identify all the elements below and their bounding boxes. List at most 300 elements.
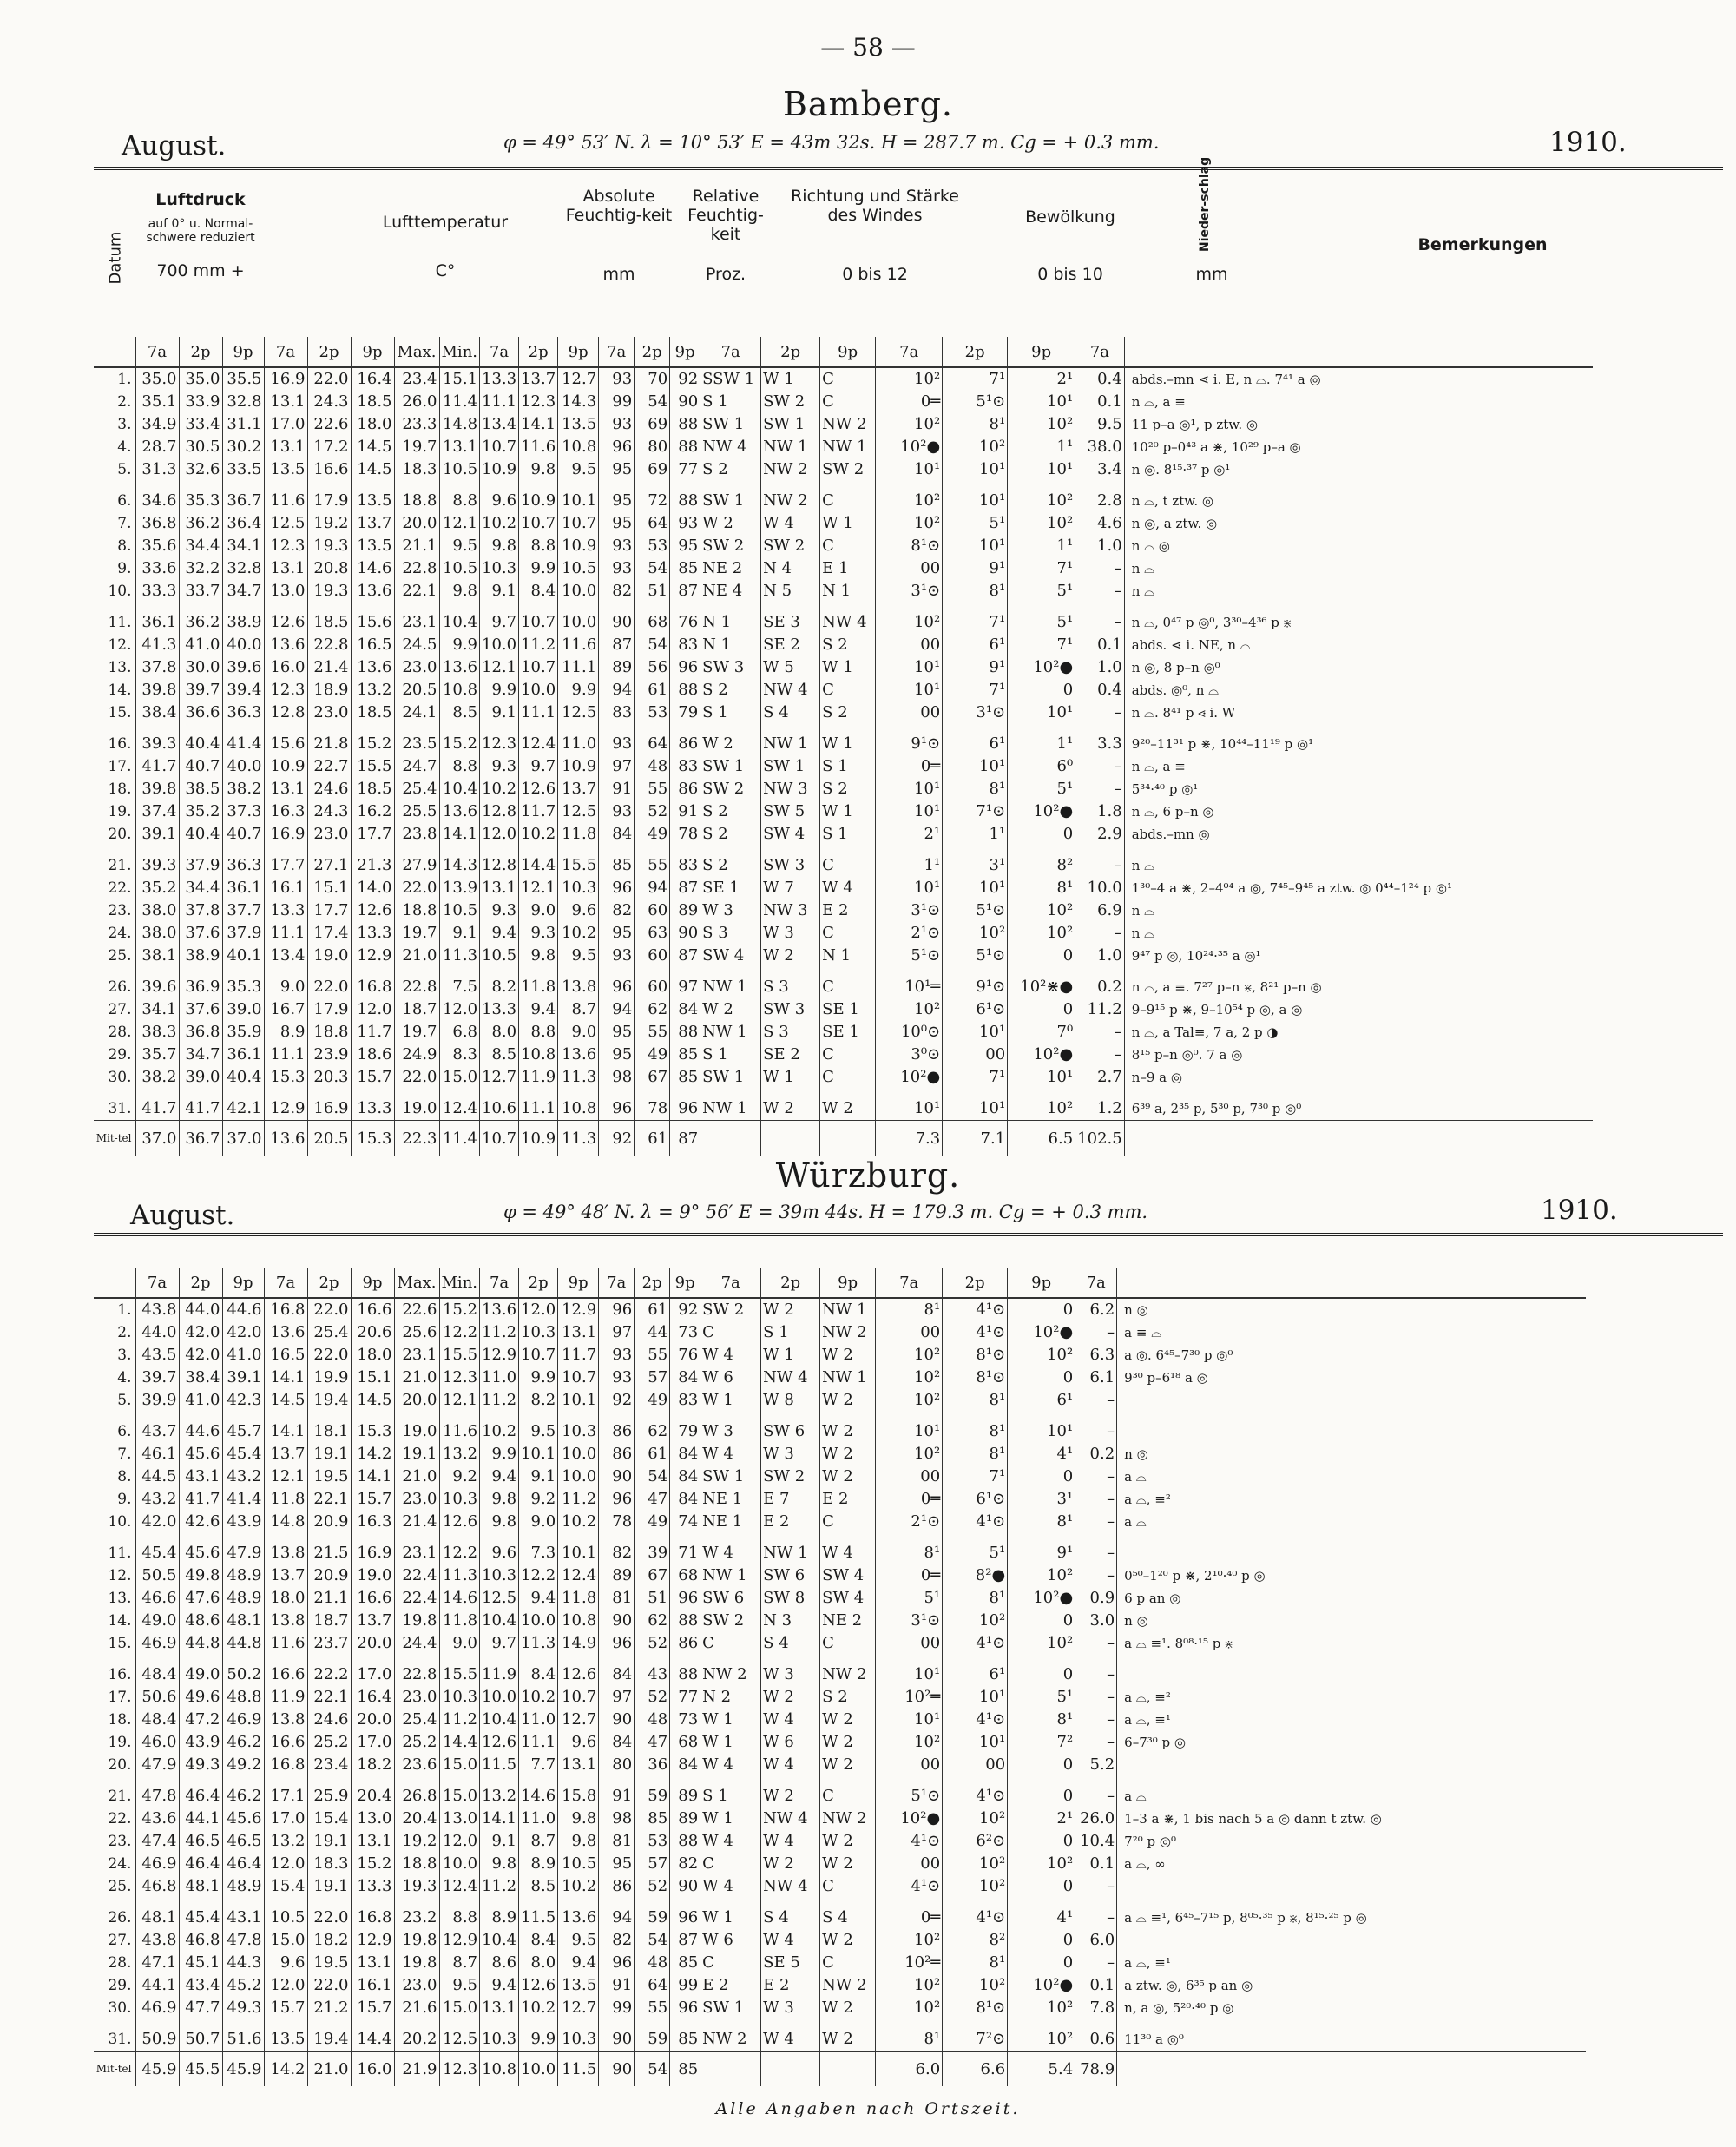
cell-tmax: 18.8	[394, 899, 439, 922]
cell-w2: W 4	[761, 1754, 820, 1785]
cell-b2: 4¹⊙	[943, 1907, 1008, 1929]
cell-t7: 9.6	[264, 1952, 307, 1974]
cell-rem: n, a ◎, 5²⁰·⁴⁰ p ◎	[1117, 1997, 1586, 2028]
cell-b9: 1¹	[1008, 535, 1075, 557]
cell-t7: 18.0	[264, 1587, 307, 1610]
cell-a2: 9.9	[519, 1367, 558, 1389]
mean-a2: 10.9	[519, 1121, 558, 1156]
cell-nied: 7.8	[1075, 1997, 1117, 2028]
cell-tmin: 8.5	[439, 701, 480, 733]
cell-tmin: 11.2	[439, 1709, 480, 1731]
cell-a9: 12.7	[558, 1709, 599, 1731]
cell-t2: 18.1	[307, 1420, 351, 1443]
cell-p9: 38.2	[222, 778, 264, 800]
cell-p7: 39.3	[135, 854, 179, 877]
cell-a7: 9.8	[480, 1488, 519, 1511]
cell-p2: 30.5	[179, 436, 222, 458]
cell-tmax: 25.6	[394, 1321, 439, 1344]
cell-p9: 48.9	[222, 1875, 264, 1907]
subheader-t9: 9p	[351, 337, 394, 367]
header-luftdruck-unit: 700 mm +	[156, 261, 245, 280]
cell-t7: 16.1	[264, 877, 307, 899]
cell-r2: 61	[635, 679, 670, 701]
cell-r9: 73	[670, 1709, 700, 1731]
cell-t2: 18.2	[307, 1929, 351, 1952]
cell-p7: 46.8	[135, 1875, 179, 1907]
cell-t2: 25.9	[307, 1785, 351, 1808]
cell-p7: 39.1	[135, 823, 179, 854]
subheader-t7: 7a	[264, 1268, 307, 1298]
cell-tmax: 24.1	[394, 701, 439, 733]
cell-w2: W 3	[761, 1997, 820, 2028]
cell-r9: 83	[670, 854, 700, 877]
cell-t7: 15.0	[264, 1929, 307, 1952]
table-row	[94, 998, 1593, 1021]
cell-p2: 36.8	[179, 1021, 222, 1044]
cell-r9: 84	[670, 1754, 700, 1785]
cell-r9: 88	[670, 679, 700, 701]
cell-w9: W 2	[820, 1420, 876, 1443]
cell-day: 7.	[117, 1446, 132, 1463]
subheader-t7: 7a	[264, 337, 307, 367]
cell-tmax: 24.9	[394, 1044, 439, 1066]
cell-r9: 85	[670, 1066, 700, 1097]
cell-t2: 18.7	[307, 1610, 351, 1632]
subheader-b7: 7a	[876, 337, 943, 367]
cell-nied: –	[1075, 1875, 1117, 1907]
cell-a7: 11.5	[480, 1754, 519, 1785]
cell-p2: 38.5	[179, 778, 222, 800]
cell-r9: 83	[670, 634, 700, 656]
cell-t7: 13.1	[264, 391, 307, 413]
cell-w2: W 1	[761, 1066, 820, 1097]
cell-p7: 35.7	[135, 1044, 179, 1066]
cell-nied: –	[1075, 1731, 1117, 1754]
cell-b7: 10¹	[876, 800, 943, 823]
cell-w9: N 1	[820, 580, 876, 611]
cell-w2: SW 3	[761, 998, 820, 1021]
cell-b7: 10²	[876, 1443, 943, 1465]
cell-tmin: 10.4	[439, 778, 480, 800]
cell-t7: 17.1	[264, 1785, 307, 1808]
cell-tmin: 10.5	[439, 458, 480, 490]
cell-tmin: 12.4	[439, 1097, 480, 1121]
cell-t7: 12.9	[264, 1097, 307, 1121]
cell-p9: 32.8	[222, 557, 264, 580]
mean-t9: 15.3	[351, 1121, 394, 1156]
cell-b2: 10¹	[943, 1686, 1008, 1709]
cell-w7: NE 4	[700, 580, 761, 611]
cell-tmax: 25.5	[394, 800, 439, 823]
cell-p9: 46.2	[222, 1731, 264, 1754]
cell-t9: 12.9	[351, 1929, 394, 1952]
cell-rem: 11 p–a ◎¹, p ztw. ◎	[1124, 413, 1593, 436]
cell-rem: n ⌓, a ≡. 7²⁷ p–n ⋇, 8²¹ p–n ◎	[1124, 976, 1593, 998]
cell-a2: 7.7	[519, 1754, 558, 1785]
cell-day: 29.	[108, 1977, 132, 1994]
cell-b7: 00	[876, 1465, 943, 1488]
cell-w7: C	[700, 1853, 761, 1875]
cell-w7: SW 2	[700, 778, 761, 800]
cell-r2: 78	[635, 1097, 670, 1121]
cell-r7: 81	[599, 1587, 635, 1610]
cell-w9: W 2	[820, 1830, 876, 1853]
subheader-a7: 7a	[480, 337, 519, 367]
cell-r7: 86	[599, 1443, 635, 1465]
cell-tmax: 19.7	[394, 922, 439, 945]
cell-b2: 8¹	[943, 1420, 1008, 1443]
cell-b7: 10²	[876, 1367, 943, 1389]
cell-nied: 0.4	[1075, 679, 1125, 701]
cell-t2: 24.6	[307, 778, 351, 800]
cell-w7: SW 3	[700, 656, 761, 679]
cell-a9: 9.5	[558, 458, 599, 490]
cell-tmax: 19.0	[394, 1097, 439, 1121]
cell-r7: 93	[599, 367, 635, 391]
cell-w2: NW 2	[761, 490, 820, 512]
cell-tmin: 10.5	[439, 557, 480, 580]
cell-w7: S 2	[700, 823, 761, 854]
cell-t7: 17.0	[264, 1808, 307, 1830]
cell-r2: 59	[635, 1907, 670, 1929]
cell-b9: 10²	[1008, 413, 1075, 436]
cell-t2: 25.2	[307, 1731, 351, 1754]
cell-rem: 9–9¹⁵ p ⋇, 9–10⁵⁴ p ◎, a ◎	[1124, 998, 1593, 1021]
cell-r7: 94	[599, 679, 635, 701]
cell-a9: 10.0	[558, 1443, 599, 1465]
cell-w9: W 2	[820, 1929, 876, 1952]
cell-t9: 14.5	[351, 436, 394, 458]
table-row	[94, 1663, 1586, 1686]
cell-r7: 83	[599, 701, 635, 733]
cell-t2: 23.0	[307, 701, 351, 733]
cell-b2: 8¹	[943, 1389, 1008, 1420]
cell-nied: –	[1075, 922, 1125, 945]
cell-day: 8.	[117, 537, 132, 555]
cell-tmin: 6.8	[439, 1021, 480, 1044]
cell-b9: 10¹	[1008, 391, 1075, 413]
table-row	[94, 391, 1593, 413]
cell-b7: 1¹	[876, 854, 943, 877]
cell-r9: 88	[670, 1021, 700, 1044]
cell-day: 4.	[117, 438, 132, 456]
cell-p9: 45.2	[222, 1974, 264, 1997]
cell-t7: 8.9	[264, 1021, 307, 1044]
table-row	[94, 1564, 1586, 1587]
cell-t7: 12.0	[264, 1974, 307, 1997]
header-datum: Datum	[106, 231, 125, 285]
cell-t7: 16.8	[264, 1754, 307, 1785]
cell-day: 15.	[108, 1635, 132, 1652]
cell-rem: a ⌓	[1117, 1785, 1586, 1808]
cell-r9: 87	[670, 1929, 700, 1952]
cell-t9: 17.7	[351, 823, 394, 854]
cell-a2: 14.4	[519, 854, 558, 877]
cell-p9: 40.7	[222, 823, 264, 854]
cell-b2: 10¹	[943, 490, 1008, 512]
cell-day: 29.	[108, 1046, 132, 1064]
cell-a9: 13.5	[558, 413, 599, 436]
cell-b9: 10²●	[1008, 1321, 1075, 1344]
cell-w7: W 1	[700, 1709, 761, 1731]
cell-a2: 9.9	[519, 557, 558, 580]
cell-p2: 43.9	[179, 1731, 222, 1754]
cell-nied: –	[1075, 1488, 1117, 1511]
cell-r9: 77	[670, 458, 700, 490]
cell-b2: 7²⊙	[943, 2028, 1008, 2052]
cell-w7: S 2	[700, 854, 761, 877]
cell-t2: 24.3	[307, 391, 351, 413]
footer-note: Alle Angaben nach Ortszeit.	[715, 2099, 1021, 2118]
cell-r2: 62	[635, 1420, 670, 1443]
cell-p9: 51.6	[222, 2028, 264, 2052]
cell-w7: W 6	[700, 1367, 761, 1389]
header-rel-feucht: Relative Feuchtig-keit	[687, 187, 764, 244]
cell-b7: 00	[876, 1632, 943, 1663]
cell-r9: 93	[670, 512, 700, 535]
cell-tmax: 22.1	[394, 580, 439, 611]
cell-w7: S 1	[700, 1785, 761, 1808]
mean-w2	[761, 2052, 820, 2087]
cell-b7: 10²	[876, 1344, 943, 1367]
mean-b9: 6.5	[1008, 1121, 1075, 1156]
table-row	[94, 1443, 1586, 1465]
cell-a2: 12.4	[519, 733, 558, 755]
cell-p2: 50.7	[179, 2028, 222, 2052]
station-year: 1910.	[1541, 1195, 1618, 1226]
cell-p7: 37.4	[135, 800, 179, 823]
cell-p2: 41.0	[179, 634, 222, 656]
cell-a7: 8.6	[480, 1952, 519, 1974]
cell-tmax: 24.4	[394, 1632, 439, 1663]
cell-r2: 54	[635, 391, 670, 413]
cell-t9: 17.0	[351, 1731, 394, 1754]
cell-b9: 10¹	[1008, 701, 1075, 733]
cell-nied: –	[1075, 1709, 1117, 1731]
cell-t2: 22.0	[307, 1344, 351, 1367]
cell-w2: N 3	[761, 1610, 820, 1632]
cell-a9: 11.8	[558, 1587, 599, 1610]
cell-tmax: 21.1	[394, 535, 439, 557]
cell-nied: –	[1075, 557, 1125, 580]
table-row	[94, 512, 1593, 535]
cell-tmin: 14.8	[439, 413, 480, 436]
cell-p9: 40.4	[222, 1066, 264, 1097]
cell-r7: 89	[599, 1564, 635, 1587]
cell-b9: 7¹	[1008, 557, 1075, 580]
cell-nied: 6.0	[1075, 1929, 1117, 1952]
cell-t9: 16.3	[351, 1511, 394, 1542]
cell-r2: 36	[635, 1754, 670, 1785]
cell-b9: 6¹	[1008, 1389, 1075, 1420]
cell-w7: NE 1	[700, 1488, 761, 1511]
cell-a2: 9.0	[519, 899, 558, 922]
cell-w2: NW 3	[761, 899, 820, 922]
cell-t9: 14.6	[351, 557, 394, 580]
cell-r9: 95	[670, 535, 700, 557]
table-row	[94, 945, 1593, 976]
cell-tmin: 8.8	[439, 490, 480, 512]
cell-t9: 13.2	[351, 679, 394, 701]
mean-w9	[820, 1121, 876, 1156]
cell-day: 3.	[117, 1347, 132, 1364]
cell-r9: 88	[670, 1663, 700, 1686]
cell-p9: 37.3	[222, 800, 264, 823]
cell-a9: 9.8	[558, 1808, 599, 1830]
cell-rem: a ⌓, ≡¹	[1117, 1709, 1586, 1731]
cell-rem: n ⌓, 6 p–n ◎	[1124, 800, 1593, 823]
cell-a9: 12.9	[558, 1298, 599, 1321]
cell-w7: SW 1	[700, 1997, 761, 2028]
cell-w9: NW 4	[820, 611, 876, 634]
cell-p7: 35.6	[135, 535, 179, 557]
cell-r9: 89	[670, 899, 700, 922]
cell-a9: 13.6	[558, 1044, 599, 1066]
cell-b7: 00	[876, 634, 943, 656]
cell-a2: 9.1	[519, 1465, 558, 1488]
cell-a2: 11.1	[519, 701, 558, 733]
cell-a2: 8.8	[519, 1021, 558, 1044]
cell-tmin: 12.0	[439, 1830, 480, 1853]
cell-tmin: 13.6	[439, 656, 480, 679]
cell-rem: n ⌓ ◎	[1124, 535, 1593, 557]
cell-b9: 10²	[1008, 1997, 1075, 2028]
cell-p9: 48.9	[222, 1564, 264, 1587]
cell-r7: 95	[599, 1853, 635, 1875]
cell-w2: S 4	[761, 701, 820, 733]
cell-a2: 9.8	[519, 945, 558, 976]
cell-w2: NW 3	[761, 778, 820, 800]
cell-a7: 9.4	[480, 922, 519, 945]
cell-w9: C	[820, 391, 876, 413]
cell-tmin: 9.5	[439, 1974, 480, 1997]
cell-t2: 22.8	[307, 634, 351, 656]
cell-p9: 43.1	[222, 1907, 264, 1929]
cell-r7: 94	[599, 998, 635, 1021]
cell-b2: 10¹	[943, 1097, 1008, 1121]
cell-a7: 9.7	[480, 611, 519, 634]
cell-a2: 12.0	[519, 1298, 558, 1321]
cell-day: 26.	[108, 978, 132, 996]
subheader-b2: 2p	[943, 1268, 1008, 1298]
cell-b7: 10²●	[876, 436, 943, 458]
cell-tmin: 11.4	[439, 391, 480, 413]
cell-b2: 9¹⊙	[943, 976, 1008, 998]
cell-rem: 7²⁰ p ◎⁰	[1117, 1830, 1586, 1853]
cell-b7: 2¹⊙	[876, 922, 943, 945]
cell-tmax: 23.0	[394, 1686, 439, 1709]
cell-w7: SW 2	[700, 535, 761, 557]
subheader-r9: 9p	[670, 337, 700, 367]
cell-w7: W 2	[700, 998, 761, 1021]
cell-day: 6.	[117, 1423, 132, 1440]
cell-nied: –	[1075, 1952, 1117, 1974]
cell-t7: 16.6	[264, 1663, 307, 1686]
cell-w7: E 2	[700, 1974, 761, 1997]
cell-tmin: 13.2	[439, 1443, 480, 1465]
cell-t9: 13.1	[351, 1830, 394, 1853]
cell-b2: 8¹	[943, 413, 1008, 436]
subheader-p7: 7a	[135, 337, 179, 367]
cell-p2: 38.4	[179, 1367, 222, 1389]
cell-nied: 0.9	[1075, 1587, 1117, 1610]
cell-w9: NW 2	[820, 1663, 876, 1686]
cell-r9: 96	[670, 1997, 700, 2028]
cell-r9: 91	[670, 800, 700, 823]
header-bemerkungen: Bemerkungen	[1417, 235, 1548, 254]
cell-p9: 40.0	[222, 634, 264, 656]
cell-w2: W 7	[761, 877, 820, 899]
cell-r2: 54	[635, 1929, 670, 1952]
cell-tmax: 18.7	[394, 998, 439, 1021]
cell-p9: 36.1	[222, 1044, 264, 1066]
cell-b9: 8¹	[1008, 1511, 1075, 1542]
cell-day: 11.	[108, 614, 132, 631]
cell-a7: 8.0	[480, 1021, 519, 1044]
cell-w2: S 1	[761, 1321, 820, 1344]
cell-a7: 13.1	[480, 1997, 519, 2028]
cell-r2: 52	[635, 1875, 670, 1907]
cell-r7: 93	[599, 945, 635, 976]
cell-tmin: 12.0	[439, 998, 480, 1021]
cell-rem: a ⌓, ≡²	[1117, 1488, 1586, 1511]
cell-t9: 18.0	[351, 413, 394, 436]
cell-day: 21.	[108, 1788, 132, 1805]
cell-b2: 10¹	[943, 877, 1008, 899]
cell-b2: 8¹	[943, 1952, 1008, 1974]
cell-tmax: 19.7	[394, 436, 439, 458]
cell-tmin: 13.1	[439, 436, 480, 458]
cell-a7: 12.7	[480, 1066, 519, 1097]
cell-nied: 2.7	[1075, 1066, 1125, 1097]
cell-w2: W 3	[761, 1663, 820, 1686]
cell-t7: 10.9	[264, 755, 307, 778]
cell-r2: 55	[635, 854, 670, 877]
cell-b2: 5¹	[943, 512, 1008, 535]
cell-p2: 32.2	[179, 557, 222, 580]
table-row	[94, 557, 1593, 580]
cell-b7: 4¹⊙	[876, 1830, 943, 1853]
cell-tmax: 22.6	[394, 1298, 439, 1321]
mean-tmin: 11.4	[439, 1121, 480, 1156]
cell-t9: 13.6	[351, 580, 394, 611]
mean-tmax: 22.3	[394, 1121, 439, 1156]
cell-nied: 0.2	[1075, 1443, 1117, 1465]
cell-w7: SW 2	[700, 1610, 761, 1632]
cell-p7: 49.0	[135, 1610, 179, 1632]
cell-w7: S 2	[700, 679, 761, 701]
cell-a2: 8.9	[519, 1853, 558, 1875]
cell-nied: 0.4	[1075, 367, 1125, 391]
cell-t2: 22.6	[307, 413, 351, 436]
cell-nied: 3.3	[1075, 733, 1125, 755]
cell-w9: C	[820, 1875, 876, 1907]
cell-t9: 16.5	[351, 634, 394, 656]
cell-t7: 10.5	[264, 1907, 307, 1929]
cell-rem	[1117, 1929, 1586, 1952]
cell-b9: 10²	[1008, 922, 1075, 945]
cell-t2: 18.3	[307, 1853, 351, 1875]
cell-a2: 12.6	[519, 1974, 558, 1997]
cell-rem: 1³⁰–4 a ⋇, 2–4⁰⁴ a ◎, 7⁴⁵–9⁴⁵ a ztw. ◎ 0⁴⁴–1²⁴ p ◎¹	[1124, 877, 1593, 899]
cell-r7: 87	[599, 634, 635, 656]
cell-r2: 56	[635, 656, 670, 679]
cell-w2: W 2	[761, 1785, 820, 1808]
cell-r7: 97	[599, 1321, 635, 1344]
cell-b7: 10¹	[876, 877, 943, 899]
cell-a7: 10.0	[480, 1686, 519, 1709]
cell-b2: 4¹⊙	[943, 1785, 1008, 1808]
